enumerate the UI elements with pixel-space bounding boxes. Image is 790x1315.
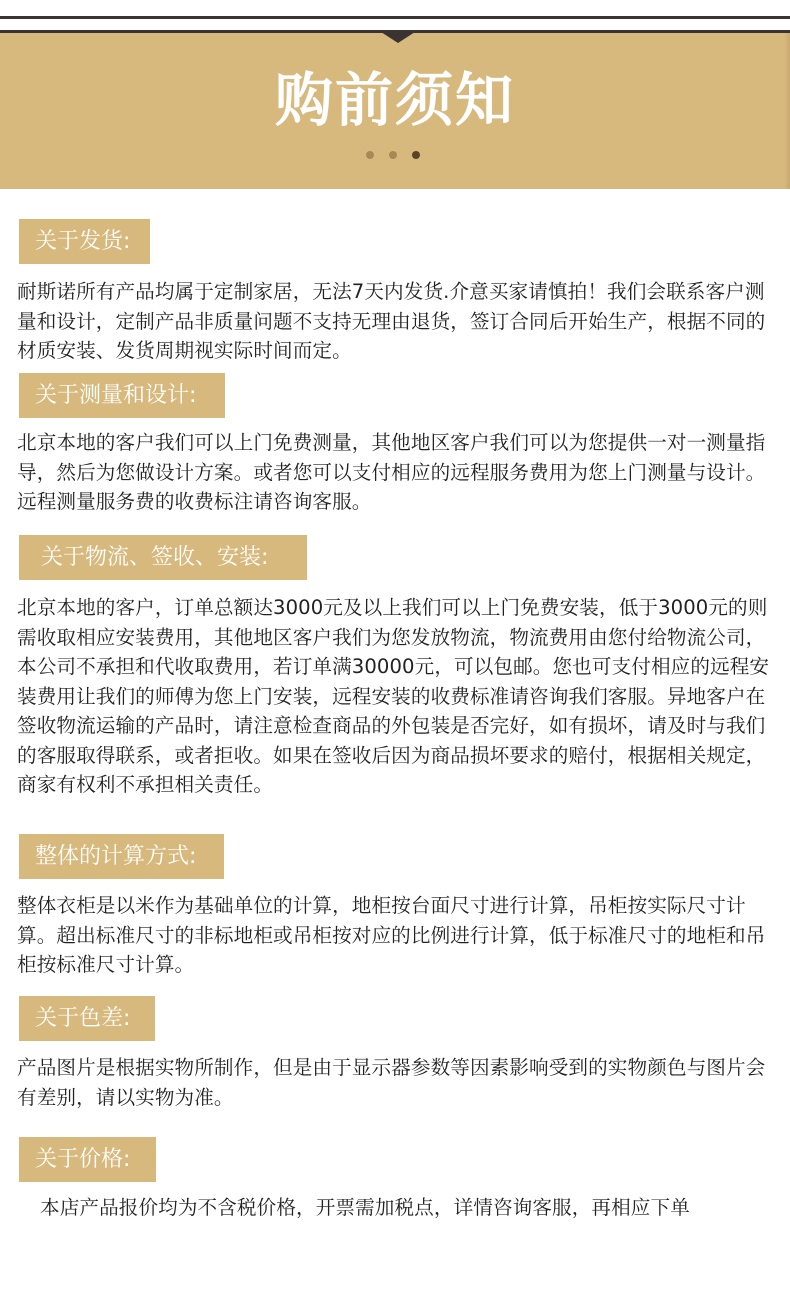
section-label-measurement: 关于测量和设计: (19, 373, 225, 418)
section-label-shipping: 关于发货: (19, 219, 150, 264)
section-label-logistics: 关于物流、签收、安装: (19, 535, 307, 580)
page-title: 购前须知 (274, 66, 515, 134)
banner-notch-arrow-icon (381, 32, 415, 43)
section-text-shipping: 耐斯诺所有产品均属于定制家居，无法7天内发货.介意买家请慎拍！我们会联系客户测量和设计，定制产品非质量问题不支持无理由退货，签订合同后开始生产，根据不同的材质安装、发货周期视实际时间而定。 (17, 280, 766, 362)
top-divider-line (0, 16, 790, 19)
carousel-dot-2 (389, 151, 397, 159)
section-text-calculation: 整体衣柜是以米作为基础单位的计算，地柜按台面尺寸进行计算，吊柜按实际尺寸计算。超出标准尺寸的非标地柜或吊柜按对应的比例进行计算，低于标准尺寸的地柜和吊柜按标准尺寸计算。 (17, 894, 766, 976)
section-label-calculation: 整体的计算方式: (19, 834, 224, 879)
section-text-price: 本店产品报价均为不含税价格，开票需加税点，详情咨询客服，再相应下单 (40, 1196, 690, 1219)
carousel-dots (366, 151, 420, 159)
section-label-color-difference: 关于色差: (19, 996, 155, 1041)
header-banner (0, 30, 790, 189)
carousel-dot-3-active (412, 151, 420, 159)
section-text-color-difference: 产品图片是根据实物所制作，但是由于显示器参数等因素影响受到的实物颜色与图片会有差别，请以实物为准。 (17, 1056, 766, 1109)
section-label-price: 关于价格: (19, 1137, 156, 1182)
carousel-dot-1 (366, 151, 374, 159)
section-text-measurement: 北京本地的客户我们可以上门免费测量，其他地区客户我们可以为您提供一对一测量指导，然后为您做设计方案。或者您可以支付相应的远程服务费用为您上门测量与设计。远程测量服务费的收费标注请咨询客服。 (17, 431, 766, 513)
section-text-logistics: 北京本地的客户，订单总额达3000元及以上我们可以上门免费安装，低于3000元的则需收取相应安装费用，其他地区客户我们为您发放物流，物流费用由您付给物流公司，本公司不承担和代收取费用，若订单满30000元，可以包邮。您也可支付相应的远程安装费用让我们的师傅为您上门安装，远程安装的收费标准请咨询我们客服。异地客户在签收物流运输的产品时，请注意检查商品的外包装是否完好，如有损坏，请及时与我们的客服取得联系，或者拒收。如果在签收后因为商品损坏要求的赔付，根据相关规定，商家有权利不承担相关责任。 (17, 596, 770, 796)
